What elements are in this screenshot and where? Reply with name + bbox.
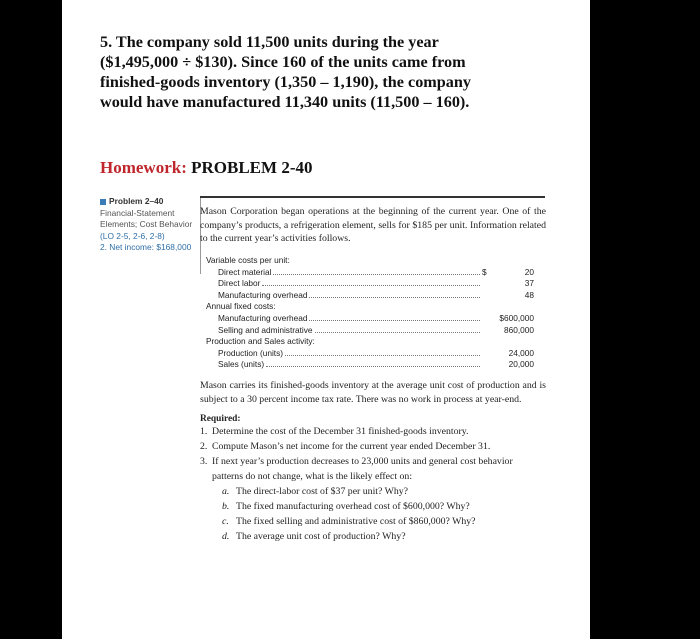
sidebar-desc-2: Elements; Cost Behavior: [100, 219, 193, 229]
bullet-square-icon: [100, 199, 106, 205]
solution-line: 5. The company sold 11,500 units during the year: [100, 33, 439, 51]
cost-row-label-text: Direct material: [218, 266, 272, 277]
required-subitem-letter: b.: [222, 501, 230, 513]
cost-row-dollar: [482, 358, 494, 370]
problem-note: Mason carries its finished-goods inventory at the average unit cost of production and is subject to a 30 percent income tax rate. There was no work in process at year-end.: [200, 380, 546, 405]
cost-row-label: [204, 277, 482, 289]
leader-dots: [309, 297, 480, 298]
required-item-text: If next year’s production decreases to 23,000 units and general cost behavior patterns do not change, what is the likely effect on:: [212, 456, 513, 483]
leader-dots: [285, 355, 480, 356]
cost-table-row: [204, 265, 534, 277]
required-item-text: Compute Mason’s net income for the current year ended December 31.: [212, 441, 491, 453]
solution-paragraph: [100, 32, 547, 112]
cost-row-label-text: Sales (units): [218, 359, 265, 370]
required-item-number: 1.: [200, 426, 208, 438]
problem-intro: Mason Corporation began operations at the beginning of the current year. One of the company’s products, a refrigeration element, sells for $185 per unit. Information related to the current year’s activities follows.: [200, 206, 546, 244]
cost-row-label-text: Production (units): [218, 347, 284, 358]
required-item-text: Determine the cost of the December 31 finished-goods inventory.: [212, 426, 469, 438]
cost-row-value: 20: [524, 266, 534, 277]
cost-row-dollar: [482, 346, 494, 358]
sidebar-desc-1: Financial-Statement: [100, 207, 175, 218]
required-item: [200, 424, 546, 439]
cost-row-label-text: Manufacturing overhead: [218, 289, 308, 300]
required-heading: Required:: [200, 414, 241, 425]
cost-row-label-text: Variable costs per unit:: [206, 255, 290, 266]
cost-row-label: [204, 323, 482, 335]
document-page: [62, 0, 590, 639]
cost-row-label: [204, 254, 482, 266]
required-subitem-letter: a.: [222, 486, 230, 498]
sidebar-answer-check: 2. Net income: $168,000: [100, 242, 192, 252]
cost-row-value: [494, 254, 534, 266]
required-subitem: [200, 484, 546, 499]
solution-line: finished-goods inventory (1,350 – 1,190), the company: [100, 73, 471, 91]
required-subitem-letter: d.: [222, 531, 230, 543]
leader-dots: [315, 332, 480, 333]
cost-row-value: 24,000: [508, 347, 534, 358]
cost-row-dollar: [482, 277, 494, 289]
required-section: [200, 414, 546, 544]
cost-data-table: [204, 254, 534, 370]
cost-table-row: [204, 311, 534, 323]
cost-table-row: [204, 323, 534, 335]
cost-row-label: [204, 288, 482, 300]
sidebar-problem-label: Problem 2–40: [109, 196, 164, 206]
cost-table-row: [204, 358, 534, 370]
required-item-number: 2.: [200, 441, 208, 453]
required-item: [200, 454, 546, 484]
cost-table-row: [204, 254, 534, 266]
cost-row-label: [204, 300, 482, 312]
problem-top-rule: [200, 196, 545, 198]
cost-row-label-text: Manufacturing overhead: [218, 313, 308, 324]
cost-row-label-text: Annual fixed costs:: [206, 301, 276, 312]
cost-row-value: 20,000: [508, 359, 534, 370]
cost-row-dollar: [482, 311, 494, 323]
leader-dots: [309, 320, 480, 321]
solution-line: ($1,495,000 ÷ $130). Since 160 of the units came from: [100, 53, 466, 71]
leader-dots: [262, 285, 480, 286]
cost-row-label-text: Direct labor: [218, 278, 261, 289]
required-item: [200, 439, 546, 454]
cost-row-value: 37: [524, 278, 534, 289]
cost-row-label: [204, 346, 482, 358]
required-item-number: 3.: [200, 456, 208, 468]
cost-table-row: [204, 300, 534, 312]
sidebar-learning-objectives: (LO 2-5, 2-6, 2-8): [100, 230, 165, 241]
cost-row-value: 860,000: [504, 324, 534, 335]
cost-row-value: [494, 300, 534, 312]
cost-table-row: [204, 335, 534, 347]
cost-row-label-text: Selling and administrative: [218, 324, 313, 335]
leader-dots: [273, 274, 480, 275]
cost-row-dollar: [482, 323, 494, 335]
required-subitem-text: The fixed selling and administrative cost of $860,000? Why?: [236, 516, 476, 528]
required-subitem: [200, 529, 546, 544]
cost-table-row: [204, 288, 534, 300]
required-subitem-text: The direct-labor cost of $37 per unit? Why?: [236, 486, 409, 498]
cost-row-dollar: [482, 288, 494, 300]
cost-table-row: [204, 346, 534, 358]
cost-row-value: [494, 335, 534, 347]
required-subitem-text: The average unit cost of production? Why?: [236, 531, 406, 543]
required-subitem-text: The fixed manufacturing overhead cost of $600,000? Why?: [236, 501, 470, 513]
homework-heading: [100, 158, 312, 178]
homework-label: Homework:: [100, 158, 187, 177]
cost-row-value: 48: [524, 289, 534, 300]
cost-row-dollar: [482, 300, 494, 312]
homework-title: PROBLEM 2-40: [191, 158, 313, 177]
cost-row-value: $600,000: [499, 313, 534, 324]
solution-line: would have manufactured 11,340 units (11,500 – 160).: [100, 93, 470, 111]
cost-row-label: [204, 265, 482, 277]
problem-body: [200, 205, 546, 544]
cost-row-label-text: Production and Sales activity:: [206, 336, 315, 347]
cost-row-dollar: [482, 335, 494, 347]
required-subitem: [200, 499, 546, 514]
sidebar-problem-title: [100, 196, 200, 208]
cost-row-dollar: $: [482, 266, 487, 277]
problem-sidebar: [100, 196, 200, 254]
cost-table-row: [204, 277, 534, 289]
cost-row-label: [204, 311, 482, 323]
required-subitem-letter: c.: [222, 516, 229, 528]
cost-row-dollar: [482, 254, 494, 266]
cost-row-label: [204, 358, 482, 370]
cost-row-label: [204, 335, 482, 347]
leader-dots: [266, 366, 480, 367]
required-subitem: [200, 514, 546, 529]
